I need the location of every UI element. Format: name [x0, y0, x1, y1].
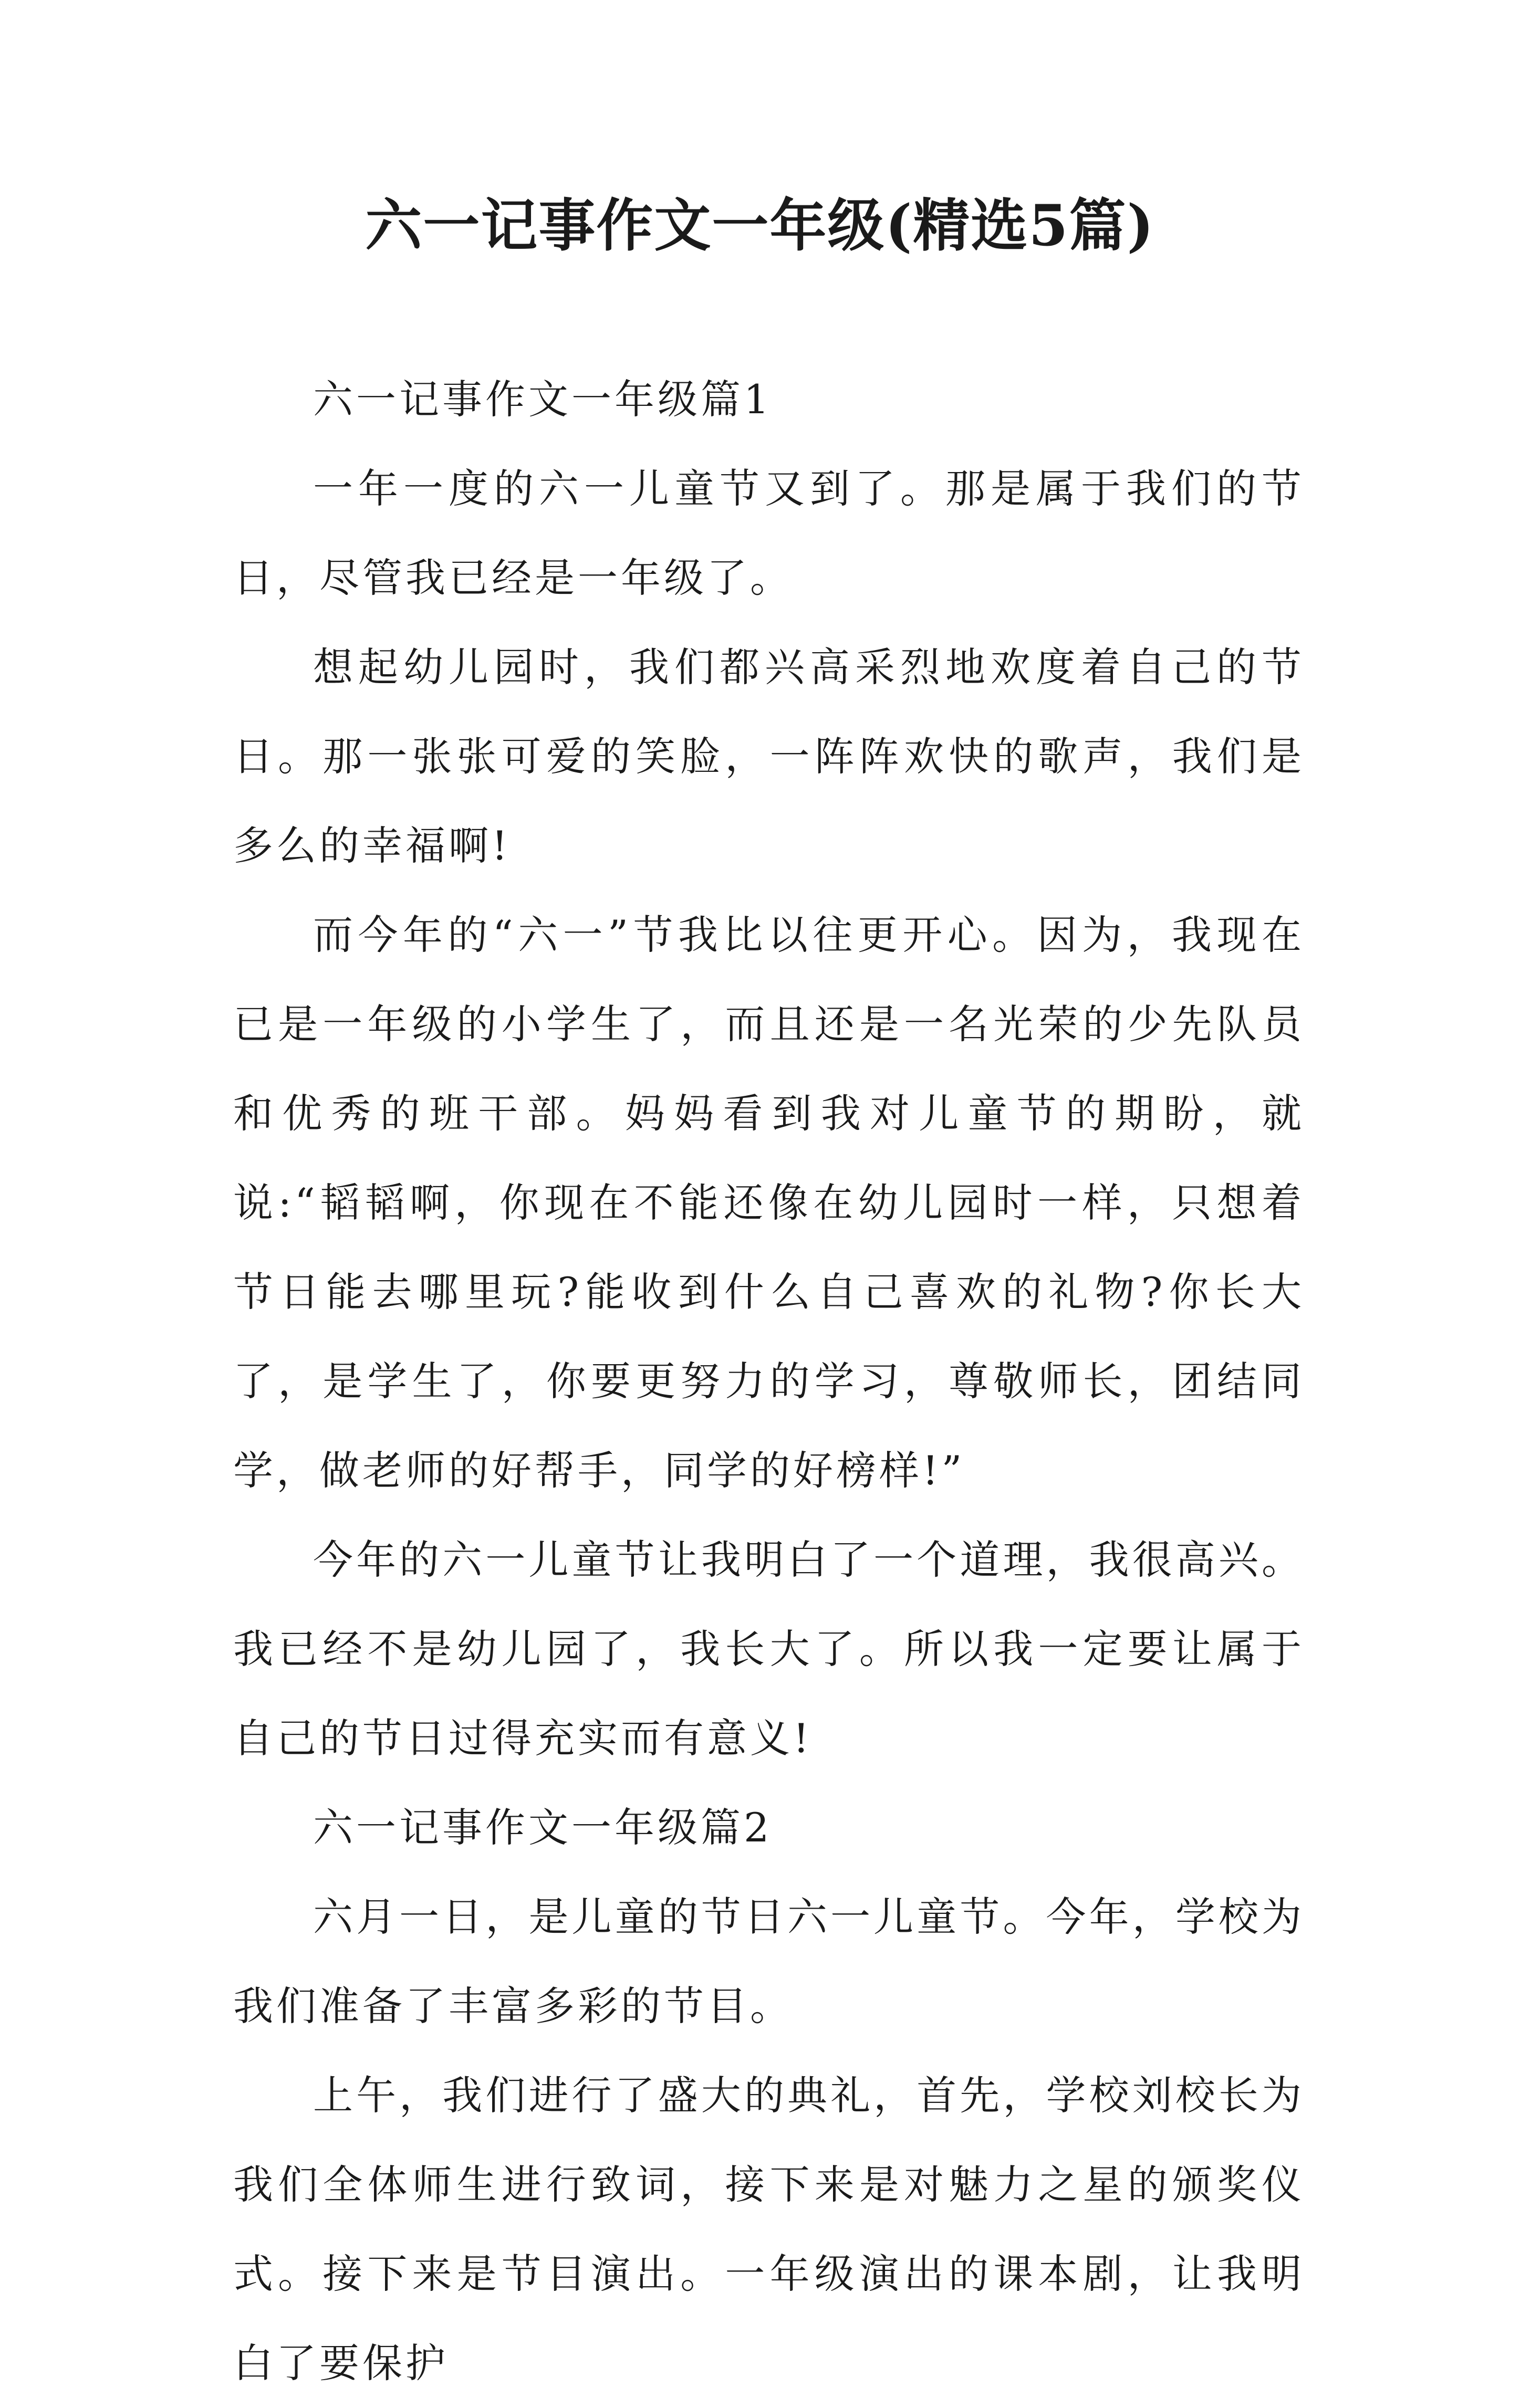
body-paragraph: 上午，我们进行了盛大的典礼，首先，学校刘校长为我们全体师生进行致词，接下来是对魅力之星的颁奖仪式。接下来是节目演出。一年级演出的课本剧，让我明白了要保护 — [233, 2072, 1305, 2386]
document-body — [233, 355, 1305, 2408]
body-paragraph: 六月一日，是儿童的节日六一儿童节。今年，学校为我们准备了丰富多彩的节目。 — [233, 1893, 1305, 2029]
body-paragraph: 一年一度的六一儿童节又到了。那是属于我们的节日，尽管我已经是一年级了。 — [233, 465, 1305, 601]
body-paragraph: 今年的六一儿童节让我明白了一个道理，我很高兴。我已经不是幼儿园了，我长大了。所以我一定要让属于自己的节日过得充实而有意义! — [233, 1536, 1305, 1762]
body-paragraph: 想起幼儿园时，我们都兴高采烈地欢度着自己的节日。那一张张可爱的笑脸，一阵阵欢快的歌声，我们是多么的幸福啊! — [233, 644, 1305, 869]
body-paragraph: 而今年的“六一”节我比以往更开心。因为，我现在已是一年级的小学生了，而且还是一名光荣的少先队员和优秀的班干部。妈妈看到我对儿童节的期盼，就说:“韬韬啊，你现在不能还像在幼儿园时一样，只想着节日能去哪里玩?能收到什么自己喜欢的礼物?你长大了，是学生了，你要更努力的学习，尊敬师长，团结同学，做老师的好帮手，同学的好榜样!” — [233, 912, 1305, 1494]
document-title: 六一记事作文一年级(精选5篇) — [365, 193, 1155, 259]
section-heading-2: 六一记事作文一年级篇2 — [313, 1804, 773, 1851]
section-heading-1: 六一记事作文一年级篇1 — [313, 376, 773, 423]
